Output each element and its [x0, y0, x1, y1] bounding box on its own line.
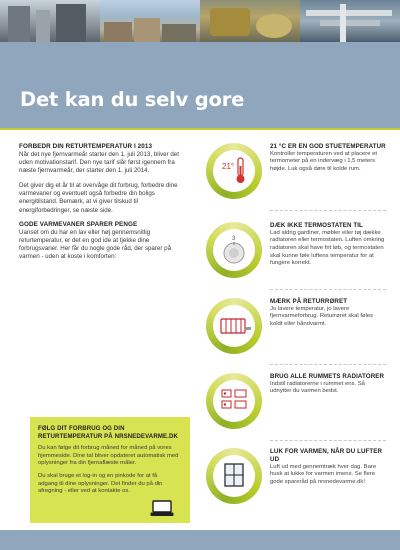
tip-heading: LUK FOR VARMEN, NÅR DU LUFTER UD — [270, 448, 383, 463]
intro-column — [19, 143, 189, 261]
tip-icon-ring — [206, 298, 262, 354]
thermometer-icon — [213, 150, 255, 192]
tip-icon-ring — [206, 448, 262, 504]
divider — [270, 364, 386, 365]
photo-boiler-room — [0, 0, 100, 42]
tip-return-pipe — [206, 298, 386, 372]
tip-text: Indstil radiatorerne i rummet ens. Så udnytter du varmen bedst. — [270, 380, 365, 395]
photo-pipes — [300, 0, 400, 42]
header-photo-strip — [0, 0, 400, 42]
intro-paragraph-2: Det giver dig et år til at overvåge dit forbrug, forbedre dine varmevaner og eventuelt også forbedre din boligs energitilstand. Bemærk, at vi giver tilskud til energiforbedringer, se næste side. — [19, 182, 178, 214]
habits-paragraph: Uanset om du har en lav eller høj gennemsnitlig returtemperatur, er det en god ide at tjekke dine forbrugsvaner. Her får du nogle gode råd, der sparer på varmen - uden at koste i komforten: — [19, 228, 172, 260]
tip-text: Luft ud med gennemtræk hver dag. Bare husk at lukke for varmen imens. Se flere gode spareråd på nrsnedevarme.dk! — [270, 463, 377, 485]
info-box-heading: FØLG DIT FORBRUG OG DIN RETURTEMPERATUR PÅ NRSNEDEVARME.DK — [38, 425, 178, 440]
thermostat-icon — [213, 229, 255, 271]
radiator-pipe-icon — [213, 305, 255, 347]
tip-text: Lad aldrig gardiner, møbler eller tøj dække radiatoren eller termostaten. Luften omkring radiatoren skal have frit løb, og termostaten skal kunne føle luftens temperatur for at fungere korrekt. — [270, 229, 385, 267]
laptop-icon — [150, 500, 174, 517]
window-icon — [213, 455, 255, 497]
photo-houses — [100, 0, 200, 42]
tip-heading: MÆRK PÅ RETURRØRET — [270, 298, 348, 305]
divider — [270, 210, 386, 211]
title-banner — [0, 42, 400, 128]
consumption-info-box — [30, 417, 190, 523]
svg-text:21°: 21° — [222, 162, 235, 171]
habits-heading: GODE VARMEVANER SPARER PENGE — [19, 220, 138, 228]
divider — [270, 289, 386, 290]
intro-heading: FORBEDR DIN RETURTEMPERATUR I 2013 — [19, 143, 153, 150]
footer-bar — [0, 530, 400, 550]
radiators-icon — [213, 380, 255, 422]
tip-thermostat — [206, 222, 386, 296]
tip-icon-ring — [206, 143, 262, 199]
tip-icon-ring — [206, 373, 262, 429]
info-box-paragraph-1: Du kan følge dit forbrug måned for måned på vores hjemmeside. Dine tal bliver opdateret automatisk med oplysninger fra din fjernaflæste måler. — [38, 445, 179, 467]
divider — [270, 440, 386, 441]
tip-text: Jo lavere temperatur, jo lavere fjernvarmeforbrug. Returrøret skal føles koldt eller håndvarmt. — [270, 305, 374, 327]
tip-room-temperature — [206, 143, 386, 217]
tip-ventilate — [206, 448, 386, 522]
tip-text: Kontroller temperaturen ved at placere et termometer på en indervæg i 1,5 meters højde. Luk også døre til kolde rum. — [270, 150, 378, 172]
accent-divider — [0, 128, 400, 130]
tip-icon-ring — [206, 222, 262, 278]
svg-text:3: 3 — [232, 236, 236, 242]
info-box-paragraph-2: Du skal bruge et log-in og en pinkode for at få adgang til dine oplysninger. Det finder du på din afregning - eller ved at kontakte os. — [38, 472, 163, 495]
tip-all-radiators — [206, 373, 386, 447]
tip-heading: 21 °C ER EN GOD STUETEMPERATUR — [270, 143, 386, 150]
intro-paragraph-1: Når det nye fjernvarmeår starter den 1. juli 2013, bliver det uden motivationstarif. Den nye tarif slår først igennem fra næste fjernvarmeår, der starter den 1. juli 2014. — [19, 151, 179, 175]
tip-heading: DÆK IKKE TERMOSTATEN TIL — [270, 222, 363, 229]
photo-machinery — [200, 0, 300, 42]
page-title: Det kan du selv gore — [20, 88, 245, 111]
tip-heading: BRUG ALLE RUMMETS RADIATORER — [270, 373, 385, 380]
